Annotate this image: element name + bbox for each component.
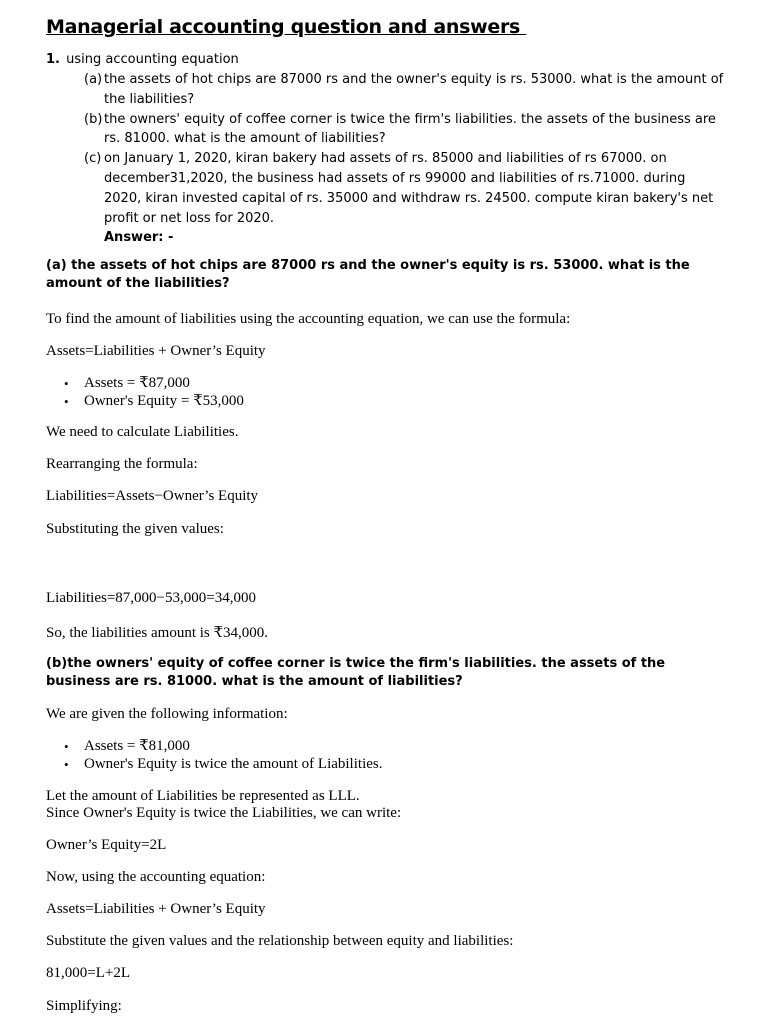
- question-part-a: [84, 70, 724, 110]
- question-parts-list: [84, 70, 724, 248]
- list-item: • Owner's Equity is twice the amount of Liabilities.: [64, 756, 382, 774]
- question-part-c: [84, 149, 724, 228]
- question-part-text: on January 1, 2020, kiran bakery had assets of rs. 85000 and liabilities of rs 67000. on december31,2020, the business had assets of rs 99000 and liabilities of rs.71000. during 2020, kiran invested capital of rs. 35000 and withdraw rs. 24500. compute kiran bakery's net profit or net loss for 2020.: [104, 151, 714, 226]
- part-b-intro: We are given the following information:: [46, 706, 288, 722]
- list-item: • Assets = ₹87,000: [64, 375, 244, 393]
- answer-label: Answer: -: [104, 230, 174, 246]
- part-a-formula: Assets=Liabilities + Owner’s Equity: [46, 343, 266, 359]
- part-a-rearranged-formula: Liabilities=Assets−Owner’s Equity: [46, 488, 259, 504]
- question-part-text: the assets of hot chips are 87000 rs and the owner's equity is rs. 53000. what is the amount of the liabilities?: [104, 72, 724, 107]
- question-intro: [46, 52, 239, 67]
- question-part-label: (c): [84, 151, 102, 167]
- question-part-label: (a): [84, 72, 103, 87]
- part-b-relation: Owner’s Equity=2L: [46, 837, 167, 853]
- question-number: 1.: [46, 52, 60, 67]
- question-part-text: the owners' equity of coffee corner is twice the firm's liabilities. the assets of the business are rs. 81000. what is the amount of liabilities?: [104, 111, 716, 147]
- list-item: • Owner's Equity = ₹53,000: [64, 393, 244, 411]
- part-b-substitute: Substitute the given values and the relationship between equity and liabilities:: [46, 933, 514, 949]
- part-a-need: We need to calculate Liabilities.: [46, 424, 239, 440]
- part-a-heading: (a) the assets of hot chips are 87000 rs and the owner's equity is rs. 53000. what is the amount of the liabilities?: [46, 258, 690, 291]
- part-a-given-list: [64, 375, 244, 410]
- part-b-let-line-1: Let the amount of Liabilities be represented as LLL.: [46, 788, 360, 804]
- list-item: • Assets = ₹81,000: [64, 738, 382, 756]
- part-b-given-list: [64, 738, 382, 773]
- part-a-result: So, the liabilities amount is ₹34,000.: [46, 625, 269, 641]
- part-b-heading: (b)the owners' equity of coffee corner is twice the firm's liabilities. the assets of the business are rs. 81000. what is the amount of liabilities?: [46, 656, 666, 689]
- part-b-simplify: Simplifying:: [46, 998, 122, 1014]
- question-part-b: [84, 110, 724, 150]
- part-b-formula: Assets=Liabilities + Owner’s Equity: [46, 901, 266, 917]
- part-a-substitute: Substituting the given values:: [46, 521, 224, 537]
- part-a-calculation: Liabilities=87,000−53,000=34,000: [46, 590, 256, 606]
- part-b-let-line-2: Since Owner's Equity is twice the Liabilities, we can write:: [46, 805, 402, 821]
- document-title: Managerial accounting question and answers: [46, 16, 527, 38]
- question-intro-text: using accounting equation: [66, 52, 239, 67]
- question-part-label: (b): [84, 111, 103, 127]
- part-a-intro: To find the amount of liabilities using the accounting equation, we can use the formula:: [46, 311, 571, 327]
- part-a-rearrange: Rearranging the formula:: [46, 456, 198, 472]
- part-b-now: Now, using the accounting equation:: [46, 869, 266, 885]
- part-b-equation: 81,000=L+2L: [46, 965, 130, 981]
